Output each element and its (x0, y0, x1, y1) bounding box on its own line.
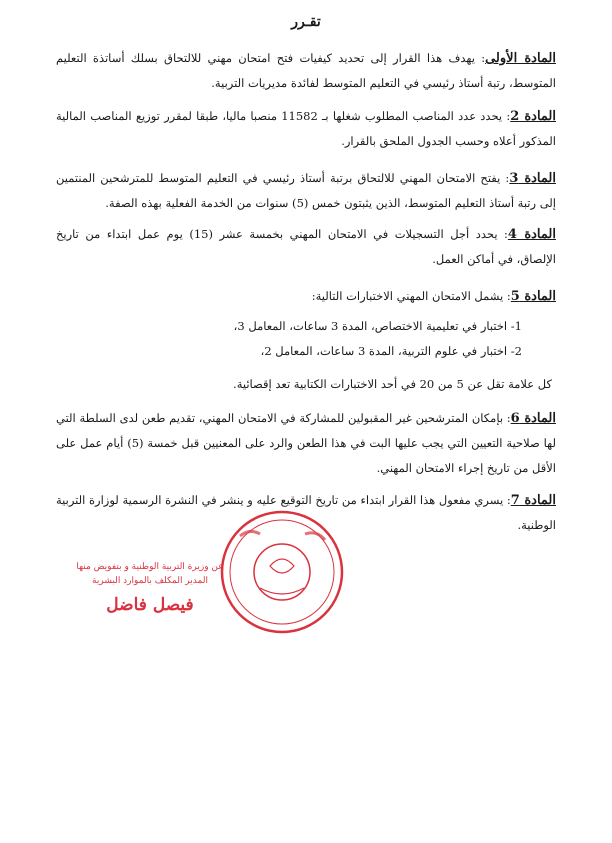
article-label: المادة 6 (510, 411, 556, 426)
list-item: 1- اختبار في تعليمية الاختصاص، المدة 3 ساعات، المعامل 3، (233, 319, 522, 333)
article-text: : يحدد عدد المناصب المطلوب شغلها بـ 11582 منصبا ماليا، طبقا لمقرر توزيع المناصب المالية المذكور أعلاه وحسب الجدول الملحق بالقرار. (56, 109, 556, 148)
signature-position: المدير المكلف بالموارد البشرية (92, 576, 208, 586)
elimination-note: كل علامة تقل عن 5 من 20 في أحد الاختبارات الكتابية تعد إقصائية. (233, 377, 552, 391)
article-label: المادة 7 (510, 493, 556, 508)
article-6 (56, 406, 556, 481)
list-item: 2- اختبار في علوم التربية، المدة 3 ساعات، المعامل 2، (260, 344, 522, 358)
article-text: : يفتح الامتحان المهني للالتحاق برتبة أستاذ رئيسي في التعليم المتوسط للمترشحين المنتمين إلى رتبة أستاذ التعليم المتوسط، الذين يثبتون خمس (5) سنوات من الخدمة الفعلية بهذه الصفة. (56, 171, 556, 210)
article-5 (56, 284, 556, 309)
article-label: المادة 4 (507, 227, 556, 242)
article-3 (56, 166, 556, 216)
article-text: : بإمكان المترشحين غير المقبولين للمشاركة في الامتحان المهني، تقديم طعن لدى السلطة التي لها صلاحية التعيين التي يجب عليها البت في هذا الطعن والرد على المعنيين قبل خمسة (5) أيام عمل على الأقل من تاريخ إجراء الامتحان المهني. (56, 411, 556, 475)
article-4 (56, 222, 556, 272)
article-text: : يحدد أجل التسجيلات في الامتحان المهني بخمسة عشر (15) يوم عمل ابتداء من تاريخ الإلصاق، في أماكن العمل. (56, 227, 556, 266)
article-text: : يهدف هذا القرار إلى تحديد كيفيات فتح امتحان مهني للالتحاق بسلك أساتذة التعليم المتوسط، رتبة أستاذ رئيسي في التعليم المتوسط لفائدة مديريات التربية. (56, 51, 556, 90)
article-label: المادة 3 (509, 171, 556, 186)
signature-delegation: عن وزيرة التربية الوطنية و بتفويض منها (76, 562, 224, 572)
article-label: المادة 5 (510, 289, 556, 304)
decision-title: تقـرر (291, 14, 321, 30)
article-1 (56, 46, 556, 96)
article-label: المادة 2 (510, 109, 556, 124)
article-text: : يشمل الامتحان المهني الاختبارات التالية: (311, 289, 511, 303)
exam-list (62, 314, 522, 364)
article-text: : يسري مفعول هذا القرار ابتداء من تاريخ التوقيع عليه و ينشر في النشرة الرسمية لوزارة التربية الوطنية. (56, 493, 556, 532)
article-label: المادة الأولى (485, 51, 556, 66)
signature-name: فيصل فاضل (106, 595, 194, 615)
article-2 (56, 104, 556, 154)
signature-block (60, 560, 240, 615)
